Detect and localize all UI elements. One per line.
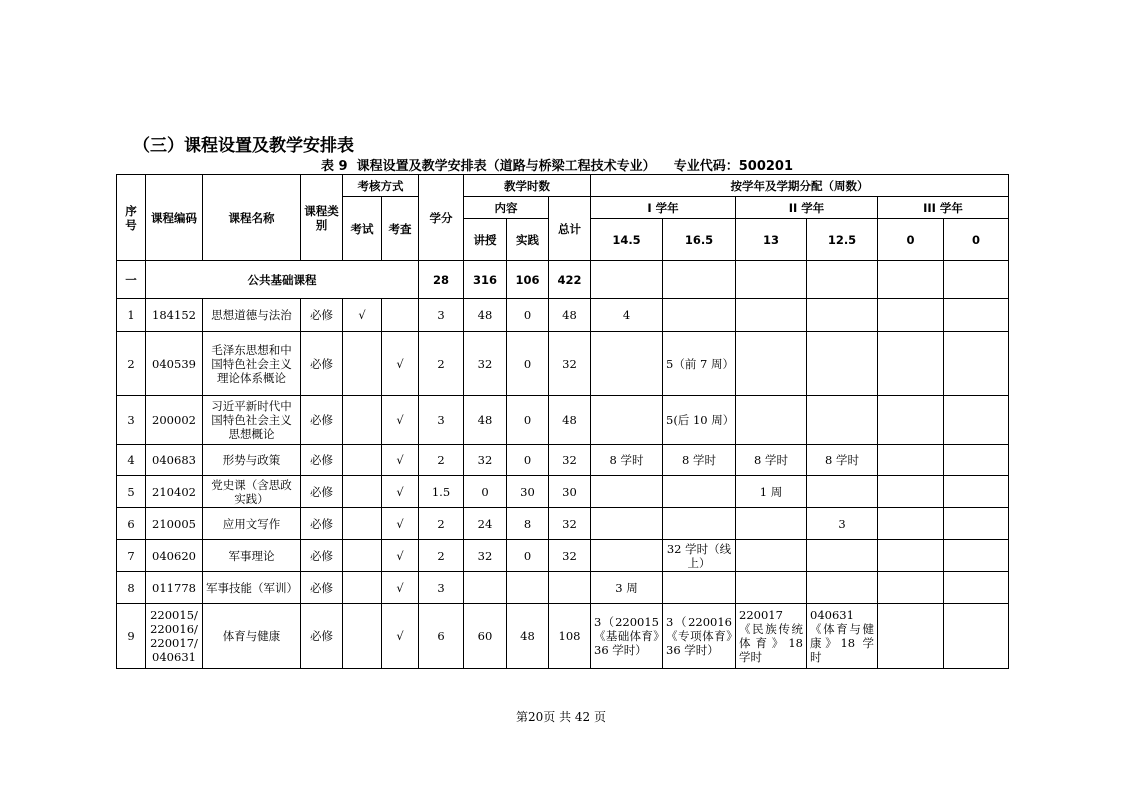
header-seq: 序号: [117, 175, 146, 261]
group-s2: [663, 261, 736, 299]
header-week-1: 14.5: [591, 219, 663, 261]
header-year2: II 学年: [736, 197, 878, 219]
cell-name: 毛泽东思想和中国特色社会主义理论体系概论: [203, 332, 301, 396]
cell-s2: 5（前 7 周）: [663, 332, 736, 396]
header-total: 总计: [549, 197, 591, 261]
cell-name: 党史课（含思政实践）: [203, 476, 301, 508]
cell-code: 040683: [146, 445, 203, 476]
cell-s5: [878, 540, 944, 572]
group-s6: [944, 261, 1009, 299]
cell-check: √: [382, 332, 419, 396]
cell-s5: [878, 604, 944, 669]
header-lecture: 讲授: [464, 219, 507, 261]
cell-exam: [343, 476, 382, 508]
cell-s6: [944, 540, 1009, 572]
cell-check: √: [382, 476, 419, 508]
cell-s2: [663, 476, 736, 508]
cell-exam: [343, 540, 382, 572]
header-credits: 学分: [419, 175, 464, 261]
cell-lecture: [464, 572, 507, 604]
cell-practice: 0: [507, 299, 549, 332]
group-lecture: 316: [464, 261, 507, 299]
header-content: 内容: [464, 197, 549, 219]
cell-s5: [878, 572, 944, 604]
cell-s1: 4: [591, 299, 663, 332]
cell-s3: 1 周: [736, 476, 807, 508]
table-row: [117, 604, 1009, 669]
cell-s2: [663, 508, 736, 540]
header-practice: 实践: [507, 219, 549, 261]
cell-credits: 2: [419, 445, 464, 476]
group-seq: 一: [117, 261, 146, 299]
cell-check: √: [382, 572, 419, 604]
cell-category: 必修: [301, 445, 343, 476]
cell-exam: [343, 572, 382, 604]
group-credits: 28: [419, 261, 464, 299]
cell-seq: 7: [117, 540, 146, 572]
cell-exam: [343, 445, 382, 476]
cell-code: 210402: [146, 476, 203, 508]
header-assessment: 考核方式: [343, 175, 419, 197]
cell-practice: 0: [507, 540, 549, 572]
cell-s3: 220017《民族传统体育》18 学时: [736, 604, 807, 669]
header-allocation: 按学年及学期分配（周数）: [591, 175, 1009, 197]
header-row-1: [117, 175, 1009, 197]
table-row: [117, 572, 1009, 604]
cell-total: 32: [549, 445, 591, 476]
cell-s2: [663, 299, 736, 332]
table-row: [117, 299, 1009, 332]
table-row: [117, 540, 1009, 572]
header-check: 考查: [382, 197, 419, 261]
cell-lecture: 32: [464, 445, 507, 476]
cell-code: 210005: [146, 508, 203, 540]
table-row: [117, 508, 1009, 540]
table-caption: 表 9 课程设置及教学安排表（道路与桥梁工程技术专业） 专业代码：500201: [321, 159, 793, 174]
cell-code: 040620: [146, 540, 203, 572]
cell-s6: [944, 299, 1009, 332]
cell-s2: 32 学时（线上）: [663, 540, 736, 572]
cell-s6: [944, 572, 1009, 604]
cell-practice: 8: [507, 508, 549, 540]
cell-s4: 3: [807, 508, 878, 540]
cell-code: 220015/ 220016/ 220017/ 040631: [146, 604, 203, 669]
cell-s3: 8 学时: [736, 445, 807, 476]
cell-credits: 2: [419, 332, 464, 396]
course-schedule-table: [116, 174, 1009, 669]
cell-s5: [878, 332, 944, 396]
header-exam: 考试: [343, 197, 382, 261]
cell-category: 必修: [301, 299, 343, 332]
cell-s6: [944, 396, 1009, 445]
cell-code: 200002: [146, 396, 203, 445]
cell-practice: 0: [507, 445, 549, 476]
cell-name: 习近平新时代中国特色社会主义思想概论: [203, 396, 301, 445]
cell-seq: 2: [117, 332, 146, 396]
cell-s3: [736, 540, 807, 572]
cell-lecture: 32: [464, 540, 507, 572]
cell-category: 必修: [301, 540, 343, 572]
cell-credits: 6: [419, 604, 464, 669]
cell-name: 思想道德与法治: [203, 299, 301, 332]
cell-credits: 1.5: [419, 476, 464, 508]
header-week-5: 0: [878, 219, 944, 261]
cell-practice: [507, 572, 549, 604]
cell-code: 040539: [146, 332, 203, 396]
cell-s4: 040631《体育与健康》18 学时: [807, 604, 878, 669]
header-week-3: 13: [736, 219, 807, 261]
cell-s1: 8 学时: [591, 445, 663, 476]
cell-total: [549, 572, 591, 604]
cell-s6: [944, 445, 1009, 476]
cell-lecture: 32: [464, 332, 507, 396]
cell-category: 必修: [301, 476, 343, 508]
cell-s6: [944, 476, 1009, 508]
cell-category: 必修: [301, 572, 343, 604]
cell-s6: [944, 604, 1009, 669]
cell-s4: [807, 476, 878, 508]
cell-s6: [944, 332, 1009, 396]
cell-s1: [591, 332, 663, 396]
cell-s1: [591, 396, 663, 445]
cell-s2: [663, 572, 736, 604]
header-name: 课程名称: [203, 175, 301, 261]
cell-code: 011778: [146, 572, 203, 604]
header-category: 课程类别: [301, 175, 343, 261]
cell-name: 军事理论: [203, 540, 301, 572]
cell-s3: [736, 332, 807, 396]
cell-seq: 9: [117, 604, 146, 669]
cell-exam: √: [343, 299, 382, 332]
group-s5: [878, 261, 944, 299]
cell-seq: 4: [117, 445, 146, 476]
header-week-2: 16.5: [663, 219, 736, 261]
cell-lecture: 48: [464, 299, 507, 332]
cell-s4: [807, 396, 878, 445]
cell-s3: [736, 299, 807, 332]
cell-s5: [878, 396, 944, 445]
cell-s1: [591, 508, 663, 540]
cell-s4: [807, 540, 878, 572]
table-row: [117, 445, 1009, 476]
cell-s4: [807, 572, 878, 604]
cell-category: 必修: [301, 396, 343, 445]
cell-seq: 5: [117, 476, 146, 508]
cell-exam: [343, 396, 382, 445]
cell-s2: 5(后 10 周）: [663, 396, 736, 445]
cell-code: 184152: [146, 299, 203, 332]
cell-total: 30: [549, 476, 591, 508]
group-practice: 106: [507, 261, 549, 299]
cell-lecture: 0: [464, 476, 507, 508]
group-total: 422: [549, 261, 591, 299]
cell-s1: 3（220015《基础体育》36 学时）: [591, 604, 663, 669]
cell-check: √: [382, 445, 419, 476]
header-week-6: 0: [944, 219, 1009, 261]
cell-total: 32: [549, 332, 591, 396]
cell-s1: [591, 476, 663, 508]
cell-check: [382, 299, 419, 332]
cell-s2: 8 学时: [663, 445, 736, 476]
cell-check: √: [382, 396, 419, 445]
cell-practice: 30: [507, 476, 549, 508]
section-title: （三）课程设置及教学安排表: [133, 136, 354, 156]
cell-lecture: 24: [464, 508, 507, 540]
cell-credits: 3: [419, 396, 464, 445]
cell-s5: [878, 445, 944, 476]
cell-total: 32: [549, 540, 591, 572]
cell-exam: [343, 604, 382, 669]
cell-total: 48: [549, 299, 591, 332]
cell-s3: [736, 508, 807, 540]
cell-total: 108: [549, 604, 591, 669]
group-s4: [807, 261, 878, 299]
cell-category: 必修: [301, 604, 343, 669]
cell-credits: 2: [419, 508, 464, 540]
cell-total: 32: [549, 508, 591, 540]
header-year1: I 学年: [591, 197, 736, 219]
cell-category: 必修: [301, 508, 343, 540]
cell-name: 形势与政策: [203, 445, 301, 476]
cell-name: 应用文写作: [203, 508, 301, 540]
group-s3: [736, 261, 807, 299]
cell-s1: 3 周: [591, 572, 663, 604]
cell-s5: [878, 299, 944, 332]
cell-exam: [343, 508, 382, 540]
cell-credits: 3: [419, 572, 464, 604]
cell-s6: [944, 508, 1009, 540]
cell-s1: [591, 540, 663, 572]
cell-seq: 3: [117, 396, 146, 445]
cell-s3: [736, 572, 807, 604]
cell-s5: [878, 508, 944, 540]
table-row: [117, 332, 1009, 396]
header-week-4: 12.5: [807, 219, 878, 261]
cell-seq: 8: [117, 572, 146, 604]
cell-s4: 8 学时: [807, 445, 878, 476]
cell-s2: 3（220016《专项体育》36 学时）: [663, 604, 736, 669]
cell-total: 48: [549, 396, 591, 445]
cell-practice: 0: [507, 396, 549, 445]
cell-s4: [807, 299, 878, 332]
group-s1: [591, 261, 663, 299]
cell-s4: [807, 332, 878, 396]
cell-lecture: 60: [464, 604, 507, 669]
header-code: 课程编码: [146, 175, 203, 261]
cell-name: 军事技能（军训）: [203, 572, 301, 604]
cell-seq: 1: [117, 299, 146, 332]
group-row: [117, 261, 1009, 299]
cell-practice: 48: [507, 604, 549, 669]
cell-s3: [736, 396, 807, 445]
cell-exam: [343, 332, 382, 396]
cell-check: √: [382, 604, 419, 669]
cell-s5: [878, 476, 944, 508]
cell-name: 体育与健康: [203, 604, 301, 669]
table-row: [117, 476, 1009, 508]
cell-category: 必修: [301, 332, 343, 396]
header-year3: III 学年: [878, 197, 1009, 219]
header-hours: 教学时数: [464, 175, 591, 197]
group-name: 公共基础课程: [146, 261, 419, 299]
table-row: [117, 396, 1009, 445]
cell-lecture: 48: [464, 396, 507, 445]
cell-credits: 3: [419, 299, 464, 332]
cell-check: √: [382, 508, 419, 540]
cell-credits: 2: [419, 540, 464, 572]
cell-seq: 6: [117, 508, 146, 540]
cell-check: √: [382, 540, 419, 572]
cell-practice: 0: [507, 332, 549, 396]
page-footer: 第20页 共 42 页: [516, 710, 606, 724]
